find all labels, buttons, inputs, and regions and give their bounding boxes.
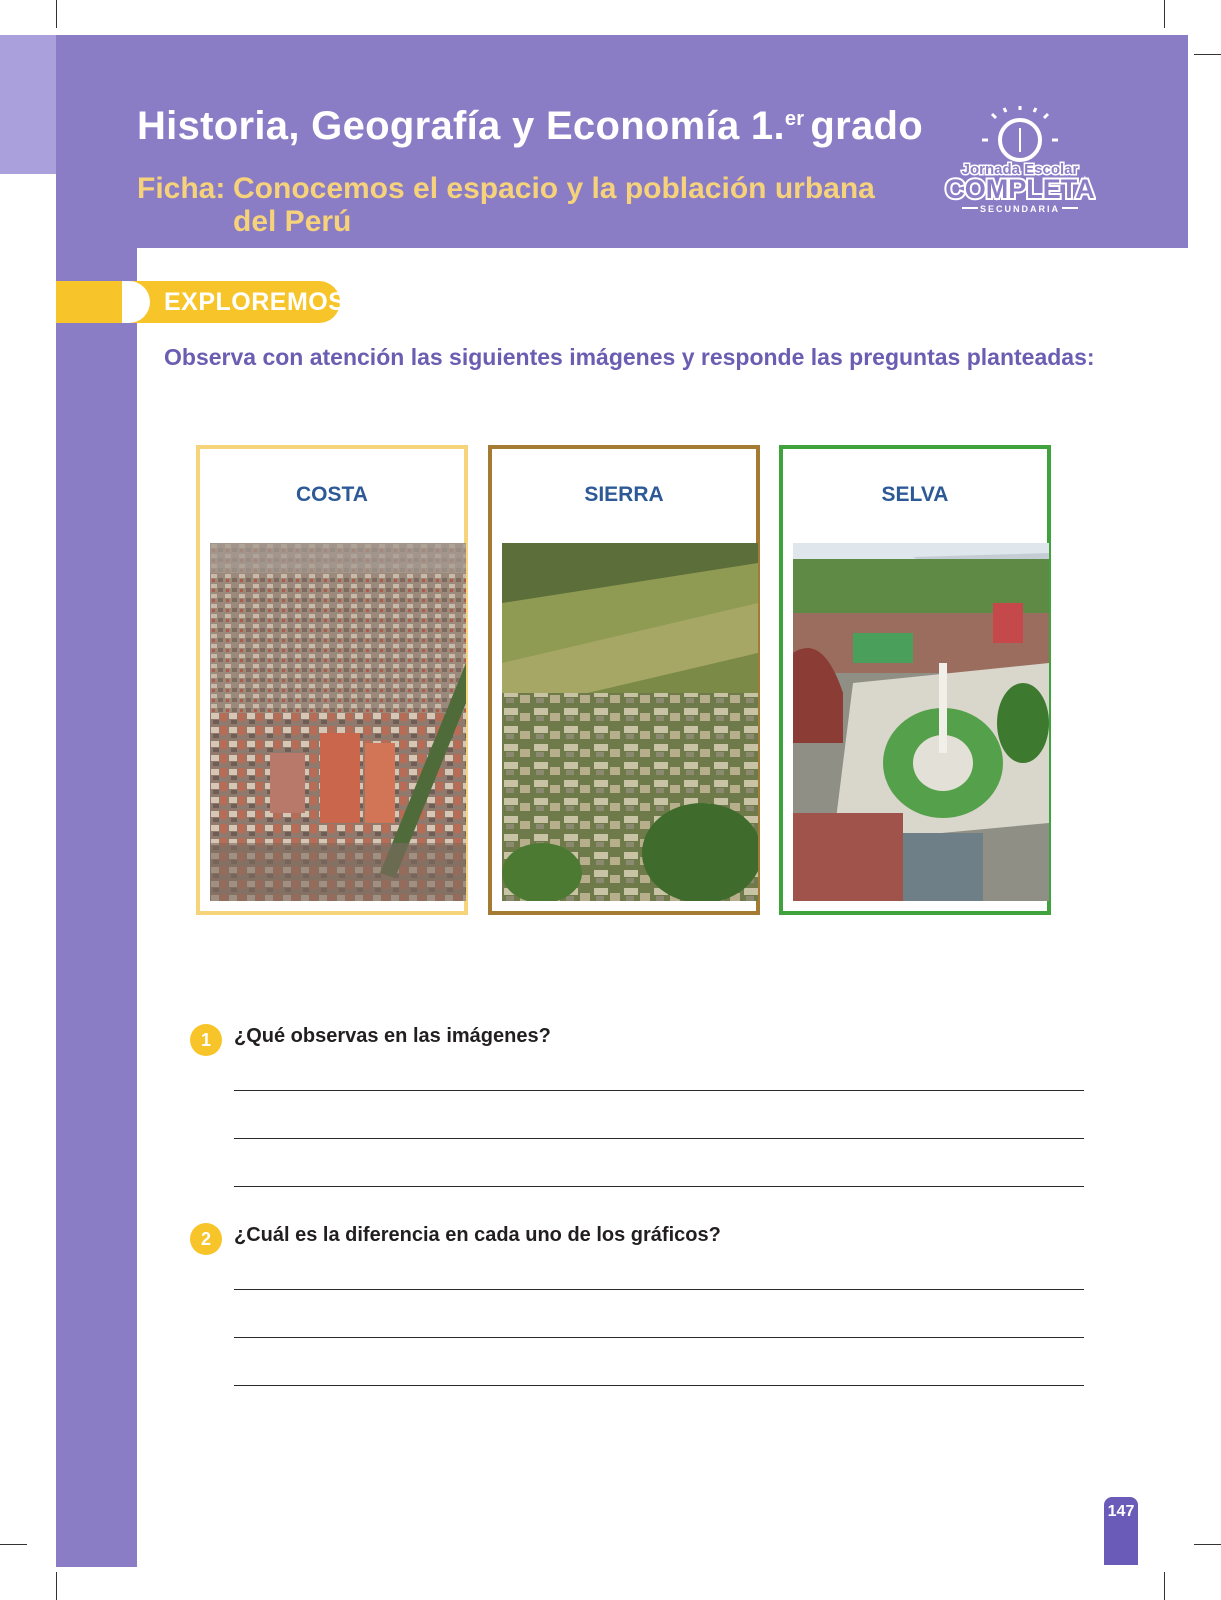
title-main: Historia, Geografía y Economía 1.	[137, 104, 785, 148]
logo-line1: Jornada Escolar	[961, 161, 1079, 178]
crop-mark	[1194, 1544, 1221, 1545]
question-number-badge: 2	[190, 1223, 222, 1255]
logo-line3: SECUNDARIA	[979, 204, 1061, 214]
clock-icon	[982, 106, 1058, 160]
section-label: EXPLOREMOS	[164, 288, 346, 316]
left-sidebar	[56, 35, 137, 1567]
card-label: SIERRA	[584, 483, 664, 506]
crop-mark	[56, 1572, 57, 1600]
card-label: COSTA	[296, 483, 368, 506]
card-label: SELVA	[881, 483, 949, 506]
answer-line[interactable]	[234, 1385, 1084, 1386]
title-end: grado	[810, 104, 924, 148]
crop-mark	[0, 1544, 27, 1545]
question-number-badge: 1	[190, 1024, 222, 1056]
side-tab	[0, 35, 56, 174]
crop-mark	[1164, 1572, 1165, 1600]
crop-mark	[56, 0, 57, 28]
page-title	[137, 104, 923, 149]
instruction-text: Observa con atención las siguientes imágenes y responde las preguntas planteadas:	[164, 344, 1095, 370]
answer-line[interactable]	[234, 1186, 1084, 1187]
crop-mark	[1194, 54, 1221, 55]
sierra-photo	[502, 543, 758, 901]
logo-line2: COMPLETA	[945, 174, 1095, 204]
title-superscript: er	[784, 108, 805, 130]
card-sierra	[488, 445, 760, 915]
subtitle-prefix: Ficha:	[137, 172, 226, 205]
jornada-escolar-logo	[944, 106, 1096, 218]
card-costa	[196, 445, 468, 915]
subtitle-text: Conocemos el espacio y la población urbana del Perú	[233, 172, 875, 238]
page-subtitle	[137, 172, 893, 238]
answer-line[interactable]	[234, 1090, 1084, 1091]
question-text: ¿Qué observas en las imágenes?	[234, 1025, 551, 1047]
answer-line[interactable]	[234, 1289, 1084, 1290]
costa-photo	[210, 543, 466, 901]
page-number: 147	[1104, 1497, 1138, 1565]
answer-line[interactable]	[234, 1138, 1084, 1139]
question-text: ¿Cuál es la diferencia en cada uno de los gráficos?	[234, 1224, 721, 1246]
selva-photo	[793, 543, 1049, 901]
crop-mark	[1164, 0, 1165, 28]
card-selva	[779, 445, 1051, 915]
answer-line[interactable]	[234, 1337, 1084, 1338]
